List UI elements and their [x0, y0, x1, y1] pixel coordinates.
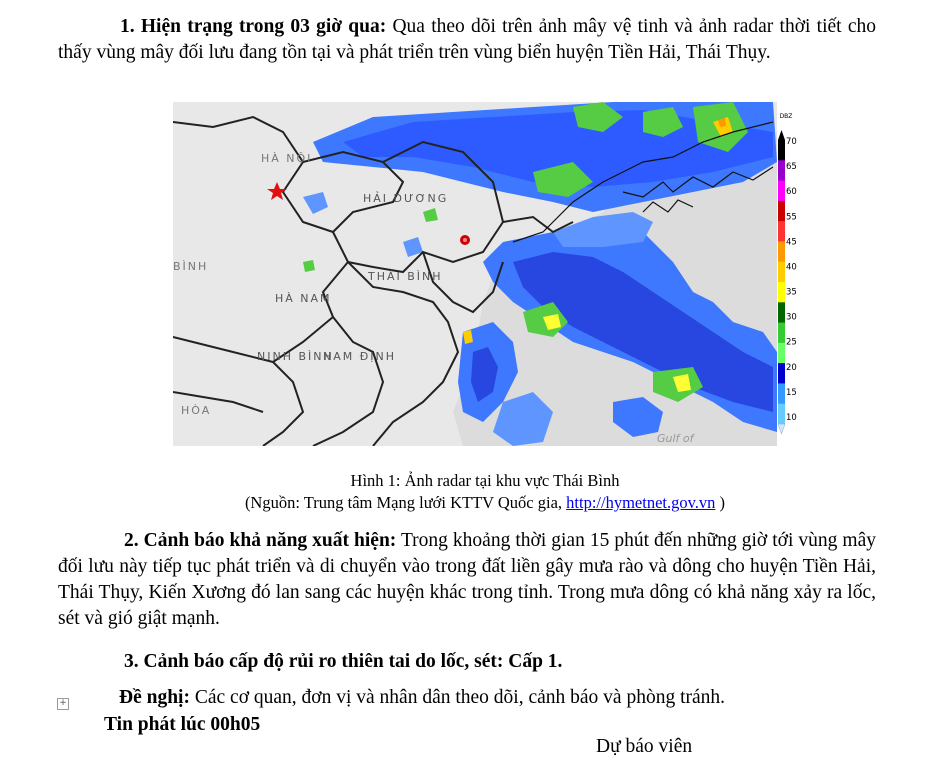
- radar-map: [173, 102, 797, 446]
- section-2-body: Trong khoảng thời gian 15 phút đến những giờ tới vùng mây đối lưu này tiếp tục phát triển và di chuyển vào trong đất liền gây mưa rào và dông cho huyện Tiền Hải, Thái Thụy, Kiến Xương đó lan sang các huyện khác trong tỉnh. Trong mưa dông có khả năng xảy ra lốc, sét và gió giật mạnh.: [58, 530, 876, 629]
- legend-tick-label: 45: [786, 237, 797, 248]
- dbz-legend: [777, 102, 797, 446]
- legend-tick-label: 30: [786, 312, 797, 323]
- figure-caption: Hình 1: Ảnh radar tại khu vực Thái Bình: [350, 471, 620, 490]
- legend-tick-label: 35: [786, 287, 797, 298]
- section-1-body: Qua theo dõi trên ảnh mây vệ tinh và ảnh radar thời tiết cho thấy vùng mây đối lưu đang tồn tại và phát triển trên vùng biển huyện Tiền Hải, Thái Thụy.: [58, 16, 876, 63]
- map-label-ninh-binh: NINH BÌNH: [257, 350, 334, 363]
- section-1-paragraph: [58, 14, 876, 66]
- legend-tick-label: 40: [786, 262, 797, 273]
- legend-swatch: [778, 404, 785, 425]
- legend-swatch: [778, 343, 785, 364]
- legend-tick-label: 15: [786, 387, 797, 398]
- legend-tick-label: 25: [786, 337, 797, 348]
- legend-swatch: [778, 363, 785, 384]
- legend-swatch: [778, 201, 785, 222]
- legend-swatch: [778, 383, 785, 404]
- legend-unit: DBZ: [779, 113, 793, 120]
- recommendation-label: Đề nghị:: [119, 687, 190, 708]
- legend-swatch: [778, 140, 785, 161]
- section-3-heading: 3. Cảnh báo cấp độ rủi ro thiên tai do lốc, sét: Cấp 1.: [124, 651, 563, 672]
- map-label-thai-binh: THÁI BÌNH: [368, 270, 443, 283]
- expand-icon[interactable]: +: [57, 698, 69, 710]
- legend-tick-label: 60: [786, 187, 797, 198]
- map-label-hoa-binh: HÒA: [181, 404, 212, 417]
- legend-tick-label: 70: [786, 137, 797, 147]
- map-label-binh-left: BÌNH: [173, 260, 209, 273]
- recommendation-paragraph: [119, 685, 879, 711]
- legend-tick-label: 65: [786, 162, 797, 173]
- legend-swatch: [778, 302, 785, 323]
- legend-tick-label: 20: [786, 362, 797, 373]
- figure-source: (Nguồn: Trung tâm Mạng lưới KTTV Quốc gia, http://hymetnet.gov.vn ): [244, 493, 726, 512]
- legend-swatch: [778, 181, 785, 202]
- radar-map-figure: [173, 102, 797, 446]
- section-2-paragraph: [58, 528, 876, 632]
- legend-swatch: [778, 262, 785, 283]
- legend-swatch: [778, 241, 785, 262]
- section-2-heading: 2. Cảnh báo khả năng xuất hiện:: [124, 530, 397, 551]
- legend-tick-label: 55: [786, 212, 797, 223]
- forecaster-label-truncated: Dự báo viên: [596, 736, 693, 757]
- legend-swatch: [778, 221, 785, 242]
- map-label-ha-noi: HÀ NỘI: [261, 152, 313, 165]
- issued-time: Tin phát lúc 00h05: [104, 714, 261, 735]
- map-label-gulf: Gulf of: [657, 432, 694, 445]
- legend-swatch: [778, 160, 785, 181]
- map-label-ha-nam: HÀ NAM: [275, 292, 332, 305]
- recommendation-body: Các cơ quan, đơn vị và nhân dân theo dõi, cảnh báo và phòng tránh.: [189, 687, 726, 708]
- legend-tick-label: 10: [786, 413, 797, 423]
- section-1-heading: 1. Hiện trạng trong 03 giờ qua:: [120, 16, 387, 37]
- legend-swatch: [778, 323, 785, 344]
- map-label-hai-duong: HẢI DƯƠNG: [363, 192, 449, 205]
- legend-swatch: [778, 282, 785, 303]
- source-link[interactable]: http://hymetnet.gov.vn: [566, 493, 716, 512]
- map-label-nam-dinh: NAM ĐỊNH: [323, 350, 397, 363]
